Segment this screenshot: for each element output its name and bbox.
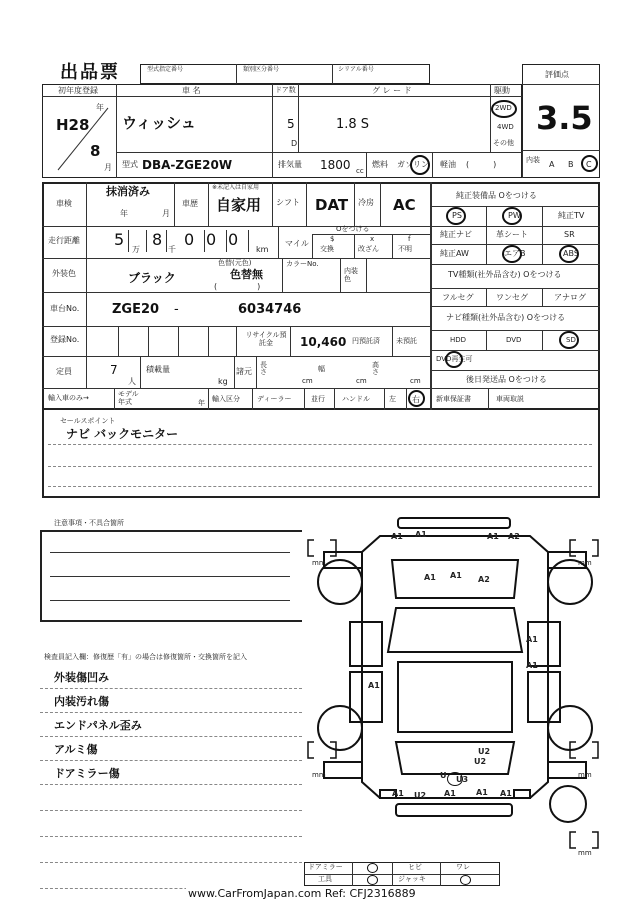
- serial-label: シリアル番号: [338, 66, 374, 73]
- legend-circle: [367, 875, 378, 885]
- parallel: 並行: [311, 395, 325, 403]
- damage-mark: A2: [478, 575, 490, 584]
- mm-label: mm: [312, 559, 326, 567]
- sales-box: [42, 410, 600, 498]
- year-unit: 年: [96, 103, 104, 112]
- displacement-value: 1800: [320, 158, 351, 172]
- dvd-play: DVD再生可: [436, 355, 473, 363]
- chassis-dash: -: [174, 302, 179, 317]
- sd-circle: [559, 331, 579, 349]
- navi-hdd: HDD: [450, 336, 467, 344]
- tv-analog: アナログ: [554, 293, 586, 302]
- recycle-value: 10,460: [300, 335, 347, 349]
- mileage-digit: 0: [184, 230, 195, 249]
- mile-label: マイル: [285, 239, 309, 248]
- legend-wa: ワレ: [456, 863, 470, 871]
- drive-label: 駆動: [494, 86, 510, 95]
- equip-title: 純正装備品 Oをつける: [456, 191, 537, 200]
- navi-title: ナビ種類(社外品含む) Oをつける: [446, 313, 566, 322]
- color-no-label: カラーNo.: [286, 260, 319, 268]
- equip-navi: 純正ナビ: [440, 230, 472, 239]
- diesel-label: 軽油: [440, 160, 456, 169]
- note-item: アルミ傷: [54, 743, 98, 756]
- left: 左: [389, 395, 396, 403]
- cm-3: cm: [410, 377, 421, 385]
- meter-opt-1: 交換: [320, 245, 334, 253]
- shaken-label: 車検: [56, 199, 72, 208]
- car-name-label: 車 名: [182, 86, 201, 95]
- repaint-label: 色替(元色): [218, 259, 252, 267]
- model-value: DBA-ZGE20W: [142, 158, 233, 172]
- legend-jack: ジャッキ: [398, 875, 426, 883]
- meter-sym-3: f: [408, 235, 411, 243]
- damage-mark: A1: [526, 635, 538, 644]
- damage-mark: U3: [456, 775, 469, 784]
- damage-mark: U2: [474, 757, 487, 766]
- capacity-value: 7: [110, 363, 118, 377]
- navi-sd: SD: [566, 336, 576, 344]
- chassis-no: 6034746: [238, 302, 302, 317]
- damage-mark: A1: [500, 789, 512, 798]
- man-unit: 万: [132, 245, 140, 254]
- fuel-value: ガソリン: [397, 160, 429, 169]
- first-reg-label: 初年度登録: [58, 86, 98, 95]
- interior-circle: [581, 155, 598, 172]
- meter-sym-2: x: [370, 235, 375, 243]
- ps-circle: [446, 207, 466, 225]
- load-label: 積載量: [146, 365, 170, 374]
- navi-dvd: DVD: [506, 336, 522, 344]
- cooling-value: AC: [393, 196, 416, 214]
- mm-label: mm: [578, 849, 592, 857]
- drive-4wd: 4WD: [497, 123, 514, 131]
- sales-text: ナビ バックモニター: [66, 427, 179, 441]
- note-item: ドアミラー傷: [54, 767, 120, 780]
- diagonal-slash: [48, 100, 112, 172]
- damage-mark: A1: [415, 530, 427, 539]
- drive-circle: [491, 100, 517, 118]
- car-name-value: ウィッシュ: [122, 114, 196, 132]
- later-manual: 車両取説: [496, 395, 524, 403]
- equip-tv: 純正TV: [558, 211, 585, 220]
- tv-one: ワンセグ: [496, 293, 528, 302]
- model-label: 型式: [122, 160, 138, 169]
- watermark: www.CarFromJapan.com Ref: CFJ2316889: [188, 887, 416, 900]
- color-value: ブラック: [128, 271, 176, 285]
- note-item: エンドパネル歪み: [54, 719, 142, 732]
- cm-2: cm: [356, 377, 367, 385]
- mileage-digits: [108, 230, 268, 254]
- legend-tool: 工具: [318, 875, 332, 883]
- import-class: 輸入区分: [212, 395, 240, 403]
- history-note: ※未記入は自家用: [212, 184, 260, 191]
- inspector-label: 検査員記入欄：修復歴「有」の場合は修復箇所・交換箇所を記入: [44, 653, 247, 661]
- damage-mark: A1: [444, 789, 456, 798]
- height-label: 高さ: [372, 361, 379, 376]
- equip-pw: PW: [508, 211, 521, 220]
- meter-sym-1: $: [330, 235, 335, 243]
- recycle-paid: 円預託済: [352, 337, 380, 345]
- repaint-paren: ( ): [214, 282, 261, 291]
- equip-abs: ABS: [563, 249, 579, 258]
- month-value: 8: [90, 142, 101, 160]
- right-circle: [408, 390, 425, 407]
- length-label: 長さ: [260, 361, 267, 376]
- damage-mark: A1: [487, 532, 499, 541]
- capacity-label: 定員: [56, 367, 72, 376]
- equip-sr: SR: [564, 230, 575, 239]
- note-item: 外装傷凹み: [54, 671, 109, 684]
- fuel-label: 燃料: [372, 160, 388, 169]
- damage-mark: A1: [392, 789, 404, 798]
- drive-2wd: 2WD: [495, 104, 512, 112]
- mileage-digit: 0: [228, 230, 239, 249]
- damage-mark: U2: [478, 747, 491, 756]
- width-label: 幅: [318, 365, 325, 373]
- displacement-label: 排気量: [278, 160, 302, 169]
- damage-mark: A1: [526, 661, 538, 670]
- import-label: 輸入車のみ→: [48, 394, 89, 402]
- chassis-prefix: ZGE20: [112, 302, 160, 317]
- damage-mark: A1: [450, 571, 462, 580]
- history-label: 車歴: [182, 199, 198, 208]
- tv-full: フルセグ: [442, 293, 474, 302]
- later-warranty: 新車保証書: [436, 395, 471, 403]
- doors-d: D: [291, 139, 298, 148]
- sen-unit: 千: [168, 245, 176, 254]
- km-unit: km: [256, 245, 269, 254]
- recycle-label: リサイクル預託金: [245, 331, 287, 348]
- damage-mark: U2: [414, 791, 427, 800]
- abs-circle: [559, 245, 579, 263]
- first-reg-value: H28: [56, 116, 90, 134]
- meter-opt-3: 不明: [398, 245, 412, 253]
- score-label: 評価点: [545, 70, 569, 79]
- tv-title: TV種類(社外品含む) Oをつける: [448, 270, 562, 279]
- equip-ps: PS: [452, 211, 462, 220]
- right: 右: [412, 395, 420, 404]
- damage-mark: A1: [424, 573, 436, 582]
- shift-label: シフト: [276, 198, 300, 207]
- recycle-unpaid: 未預託: [396, 337, 417, 345]
- shaken-month: 月: [162, 209, 170, 218]
- dealer: ディーラー: [257, 395, 292, 403]
- handle: ハンドル: [342, 395, 370, 403]
- cooling-label: 冷房: [358, 198, 374, 207]
- later-title: 後日発送品 Oをつける: [466, 375, 547, 384]
- reg-no-label: 登録No.: [50, 335, 80, 344]
- car-diagram: [300, 512, 612, 892]
- damage-mark: A1: [476, 788, 488, 797]
- dvd-circle: [445, 351, 463, 368]
- month-unit: 月: [104, 163, 112, 172]
- sales-label: セールスポイント: [60, 417, 116, 425]
- mm-label: mm: [578, 771, 592, 779]
- model-year-label: モデル年式: [118, 390, 139, 406]
- dims-label: 諸元: [236, 367, 252, 376]
- damage-mark: A1: [368, 681, 380, 690]
- ruibetsu-label: 類別区分番号: [243, 66, 280, 73]
- drive-other: その他: [493, 139, 514, 147]
- shift-value: DAT: [315, 196, 349, 214]
- doors-label: ドア数: [275, 86, 296, 94]
- legend-circle: [460, 875, 471, 885]
- legend-hibi: ヒビ: [408, 863, 422, 871]
- mileage-digit: 0: [206, 230, 217, 249]
- kata-label: 型式指定番号: [147, 66, 184, 73]
- equip-leather: 革シート: [496, 230, 528, 239]
- fuel-circle: [410, 155, 430, 175]
- kg-unit: kg: [218, 377, 228, 386]
- fuel-paren: ( ): [466, 160, 497, 169]
- interior-c: C: [586, 160, 592, 169]
- pw-circle: [502, 207, 522, 225]
- shaken-value: 抹消済み: [106, 185, 150, 198]
- damage-circle: [447, 772, 463, 786]
- page-title: 出品票: [60, 62, 120, 83]
- person-unit: 人: [128, 377, 136, 386]
- legend-mirror: ドアミラー: [308, 863, 343, 871]
- mileage-digit: 5: [114, 230, 125, 249]
- cm-1: cm: [302, 377, 313, 385]
- interior-a: A: [549, 160, 555, 169]
- meter-opt-2: 改ざん: [358, 245, 379, 253]
- score-value: 3.5: [536, 99, 593, 137]
- year-label: 年: [198, 399, 205, 407]
- damage-mark: A1: [391, 532, 403, 541]
- header-fields: [140, 64, 430, 84]
- mm-label: mm: [312, 771, 326, 779]
- shaken-year: 年: [120, 209, 128, 218]
- doors-value: 5: [287, 117, 295, 131]
- grade-label: グ レ ー ド: [372, 86, 412, 95]
- mileage-label: 走行距離: [48, 236, 80, 245]
- grade-value: 1.8 S: [336, 117, 370, 132]
- meter-maru: Oをつける: [336, 225, 370, 233]
- chassis-label: 車台No.: [50, 304, 80, 313]
- cc-unit: cc: [356, 167, 364, 175]
- history-value: 自家用: [216, 196, 262, 214]
- mileage-digit: 8: [152, 230, 163, 249]
- legend-circle: [367, 863, 378, 873]
- note-item: 内装汚れ傷: [54, 695, 109, 708]
- interior-label: 内装: [526, 156, 540, 164]
- int-color-label: 内装色: [344, 267, 358, 283]
- interior-b: B: [568, 160, 574, 169]
- color-label: 外装色: [52, 269, 76, 278]
- repaint-value: 色替無: [230, 268, 263, 281]
- caution-label: 注意事項・不具合箇所: [54, 519, 124, 527]
- damage-mark: A2: [508, 532, 520, 541]
- mm-label: mm: [578, 559, 592, 567]
- equip-airbag: エアB: [504, 249, 526, 258]
- damage-mark: U: [440, 771, 447, 780]
- equip-aw: 純正AW: [440, 249, 469, 258]
- airbag-circle: [502, 245, 522, 263]
